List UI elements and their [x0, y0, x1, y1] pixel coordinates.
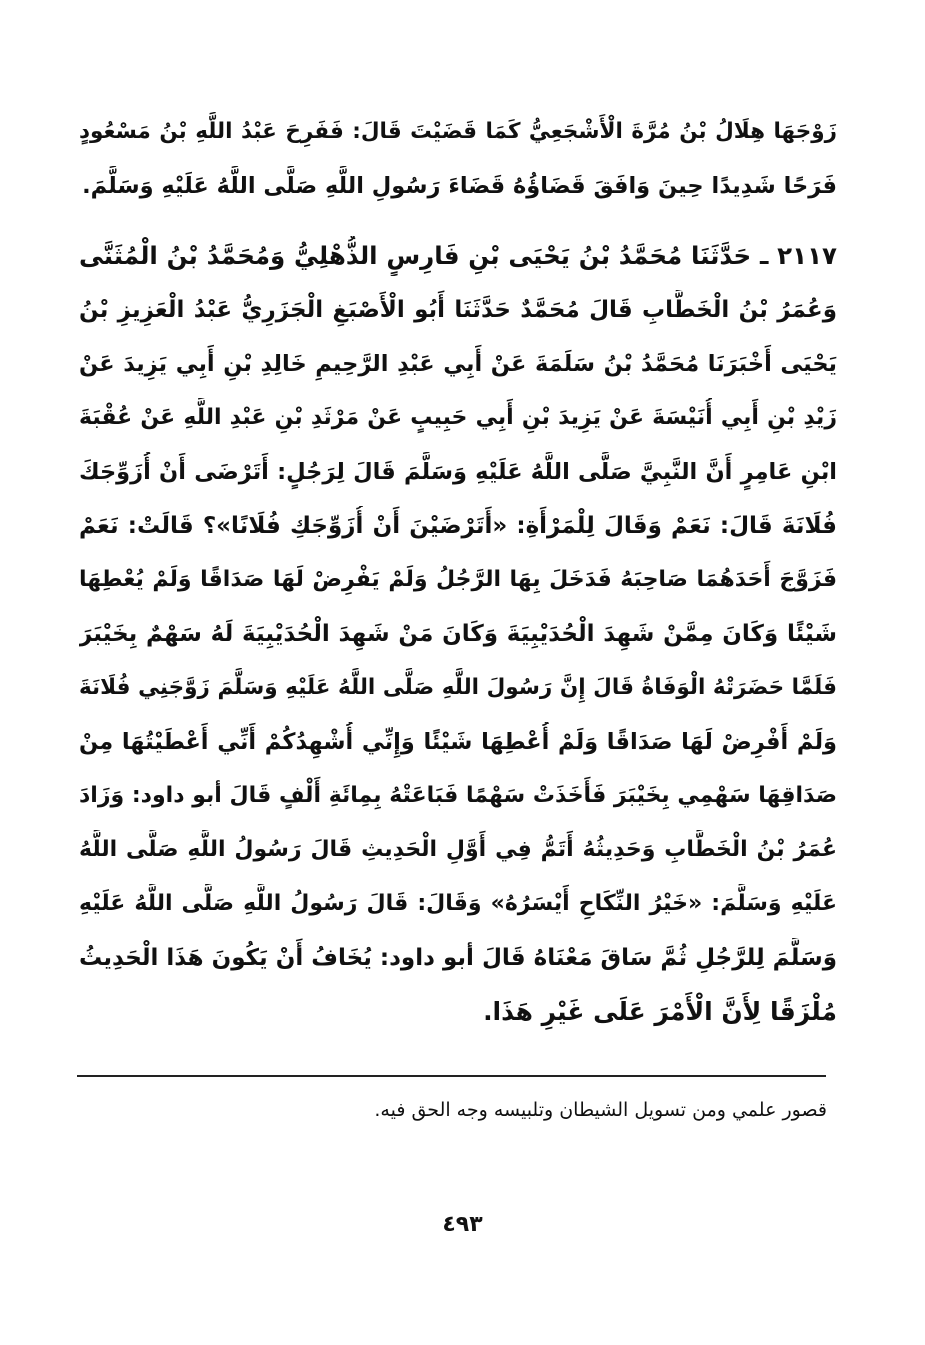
body-text-line: وَعُمَرُ بْنُ الْخَطَّابِ قَالَ مُحَمَّدٌ حَدَّثَنَا أَبُو الْأَصْبَغِ الْجَزَرِيُّ عَبْدُ الْعَزِيزِ بْنُ [79, 297, 837, 323]
page-number: ٤٩٣ [442, 1212, 483, 1237]
body-text-line: وَسَلَّمَ لِلرَّجُلِ ثُمَّ سَاقَ مَعْنَاهُ قَالَ أبو داود: يُخَافُ أَنْ يَكُونَ هَذَا الْحَدِيثُ [79, 945, 837, 971]
body-text-line: عَلَيْهِ وَسَلَّمَ: «خَيْرُ النِّكَاحِ أَيْسَرُهُ» وَقَالَ: قَالَ رَسُولُ اللَّهِ صَلَّى اللَّهُ عَلَيْهِ [79, 891, 837, 916]
body-text-line: فَلَمَّا حَضَرَتْهُ الْوَفَاةُ قَالَ إِنَّ رَسُولَ اللَّهِ صَلَّى اللَّهُ عَلَيْهِ وَسَلَّمَ زَوَّجَنِي فُلَانَةَ [79, 675, 837, 700]
footnote-text: قصور علمي ومن تسويل الشيطان وتلبيسه وجه الحق فيه. [374, 1099, 827, 1121]
body-text-line: فُلَانَةَ قَالَ: نَعَمْ وَقَالَ لِلْمَرْأَةِ: «أَتَرْضَيْنَ أَنْ أُزَوِّجَكِ فُلَانًا»؟ قَالَتْ: نَعَمْ [79, 513, 837, 539]
body-text-line: زَوْجَهَا هِلَالُ بْنُ مُرَّةَ الْأَشْجَعِيُّ كَمَا قَضَيْتَ قَالَ: فَفَرِحَ عَبْدُ اللَّهِ بْنُ مَسْعُودٍ [79, 119, 837, 144]
body-text-line: عُمَرُ بْنُ الْخَطَّابِ وَحَدِيثُهُ أَتَمُّ فِي أَوَّلِ الْحَدِيثِ قَالَ رَسُولُ اللَّهِ صَلَّى اللَّهُ [79, 837, 837, 862]
footnote-separator [77, 1075, 826, 1077]
hadith-first-line: ٢١١٧ ـ حَدَّثَنَا مُحَمَّدُ بْنُ يَحْيَى بْنِ فَارِسٍ الذُّهْلِيُّ وَمُحَمَّدُ بْنُ الْمُثَنَّى [79, 241, 837, 270]
body-text-line: ابْنِ عَامِرٍ أَنَّ النَّبِيَّ صَلَّى اللَّهُ عَلَيْهِ وَسَلَّمَ قَالَ لِرَجُلٍ: أَتَرْضَى أَنْ أُزَوِّجَكَ [79, 459, 837, 485]
body-text-line: فَزَوَّجَ أَحَدَهُمَا صَاحِبَهُ فَدَخَلَ بِهَا الرَّجُلُ وَلَمْ يَفْرِضْ لَهَا صَدَاقًا وَلَمْ يُعْطِهَا [79, 567, 837, 592]
body-text-line: شَيْئًا وَكَانَ مِمَّنْ شَهِدَ الْحُدَيْبِيَةَ وَكَانَ مَنْ شَهِدَ الْحُدَيْبِيَةَ لَهُ سَهْمٌ بِخَيْبَرَ [79, 621, 837, 647]
body-text-line: فَرَحًا شَدِيدًا حِينَ وَافَقَ قَضَاؤُهُ قَضَاءَ رَسُولِ اللَّهِ صَلَّى اللَّهُ عَلَيْهِ وَسَلَّمَ. [82, 173, 837, 199]
body-text-line: وَلَمْ أَفْرِضْ لَهَا صَدَاقًا وَلَمْ أُعْطِهَا شَيْئًا وَإِنِّي أُشْهِدُكُمْ أَنِّي أَعْطَيْتُهَا مِنْ [79, 729, 837, 755]
body-text-line: زَيْدِ بْنِ أَبِي أُنَيْسَةَ عَنْ يَزِيدَ بْنِ أَبِي حَبِيبٍ عَنْ مَرْثَدِ بْنِ عَبْدِ اللَّهِ عَنْ عُقْبَةَ [79, 405, 837, 430]
body-text-line: يَحْيَى أَخْبَرَنَا مُحَمَّدُ بْنُ سَلَمَةَ عَنْ أَبِي عَبْدِ الرَّحِيمِ خَالِدِ بْنِ أَبِي يَزِيدَ عَنْ [79, 351, 837, 377]
body-text-line: مُلْزَقًا لِأَنَّ الْأَمْرَ عَلَى غَيْرِ هَذَا. [483, 997, 837, 1026]
body-text-line: صَدَاقِهَا سَهْمِي بِخَيْبَرَ فَأَخَذَتْ سَهْمًا فَبَاعَتْهُ بِمِائَةِ أَلْفٍ قَالَ أبو داود: وَزَادَ [79, 783, 837, 808]
